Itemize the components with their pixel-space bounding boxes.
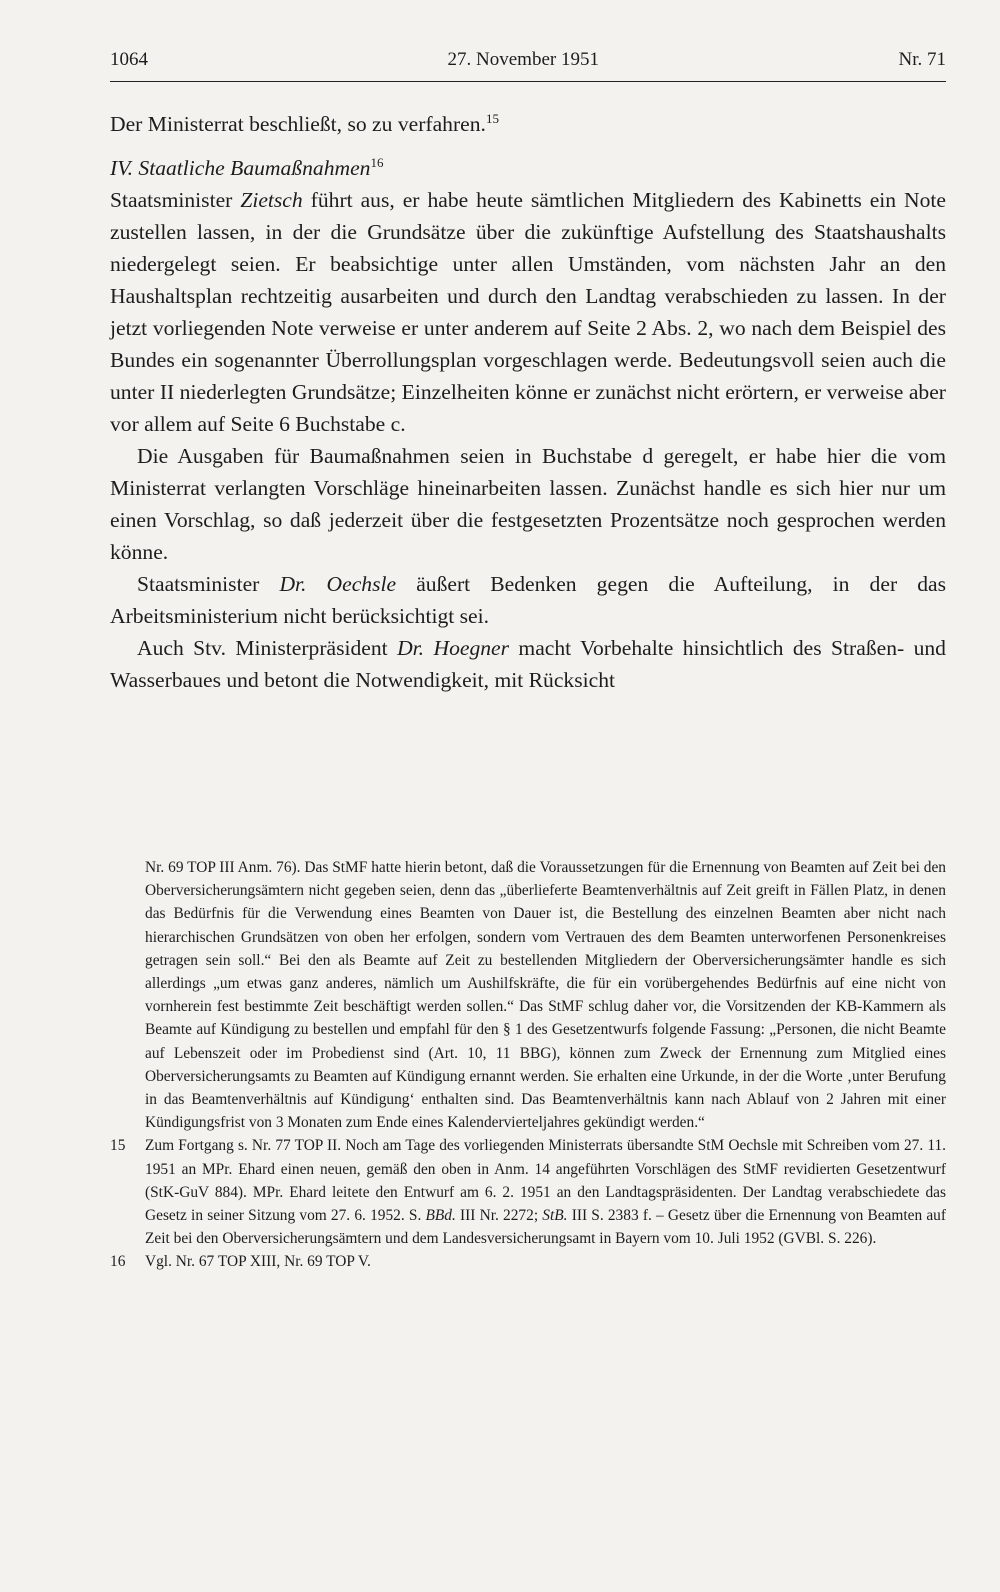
footnote-number: 15 [110,1137,126,1155]
footnote-continuation: Nr. 69 TOP III Anm. 76). Das StMF hatte hierin betont, daß die Voraussetzungen für die Ernennung von Beamten auf Zeit bei den Oberversicherungsämtern nicht gegeben seien, denn das „überlieferte Beamtenverhältnis auf Zeit greift in Fällen Platz, in denen das Bedürfnis für die Verwendung eines Beamten von Dauer ist, die Bestellung des einzelnen Beamten aber nicht nach hierarchischen Grundsätzen von oben her erfolgen, sondern vom Vertrauen des dem Beamten unterworfenen Personenkreises getragen sein soll.“ Bei den als Beamte auf Zeit zu bestellenden Mitgliedern der Oberversicherungsämter handle es sich allerdings „um etwas ganz anderes, nämlich um Aushilfskräfte, die für ein vorübergehendes Bedürfnis auf eine nicht von vornherein fest bestimmte Zeit beschäftigt werden sollen.“ Das StMF schlug daher vor, die Vorsitzenden der KB-Kammern als Beamte auf Kündigung zu bestellen und empfahl für den § 1 des Gesetzentwurfs folgende Fassung: „Personen, die nicht Beamte auf Lebenszeit oder im Probedienst sind (Art. 10, 11 BBG), können zum Zweck der Ernennung zum Mitglied eines Oberversicherungsamts zu Beamten auf Kündigung ernannt werden. Sie erhalten eine Urkunde, in der die Worte ‚unter Berufung in das Beamtenverhältnis auf Kündigung‘ enthalten sind. Das Beamtenverhältnis kann nach Ablauf von 2 Jahren mit einer Kündigungsfrist von 3 Monaten zum Ende eines Kalendervierteljahres gekündigt werden.“ [145,859,946,1132]
speaker-name: Dr. Hoegner [397,636,510,660]
running-header [110,48,946,72]
footnote-16: 16 Vgl. Nr. 67 TOP XIII, Nr. 69 TOP V. [110,1250,946,1273]
speaker-name: Dr. Oechsle [279,572,397,596]
decision-paragraph: Der Ministerrat beschließt, so zu verfahren.$^{15}$ [110,111,499,136]
header-issue: Nr. 71 [898,49,946,70]
header-rule [110,81,946,82]
paragraph-zietsch: Staatsminister Zietsch führt aus, er habe heute sämtlichen Mitgliedern des Kabinetts ein Note zustellen lassen, in der die Grundsätze über die zukünftige Aufstellung des Staatshaushalts niedergelegt seien. Er beabsichtige unter allen Umständen, vom nächsten Jahr an den Haushaltsplan rechtzeitig ausarbeiten und durch den Landtag verabschieden zu lassen. In der jetzt vorliegenden Note verweise er unter anderem auf Seite 2 Abs. 2, wo nach dem Beispiel des Bundes ein sogenannter Überrollungsplan vorgeschlagen werde. Bedeutungsvoll seien auch die unter II niederlegten Grundsätze; Einzelheiten könne er zunächst nicht erörtern, er verweise aber vor allem auf Seite 6 Buchstabe c. [110,188,947,436]
header-date: 27. November 1951 [447,49,599,70]
footnotes [110,856,946,1274]
page-number: 1064 [110,49,148,70]
footnote-ref-15[interactable]: 15 [485,111,499,126]
footnote-number: 16 [110,1253,126,1271]
section-heading: IV. Staatliche Baumaßnahmen$^{16}$ [110,155,384,180]
speaker-name: Zietsch [240,188,303,212]
paragraph-hoegner: Auch Stv. Ministerpräsident Dr. Hoegner macht Vorbehalte hinsichtlich des Straßen- und Wasserbaues und betont die Notwendigkeit, mit Rücksicht [110,636,946,692]
paragraph-oechsle: Staatsminister Dr. Oechsle äußert Bedenken gegen die Aufteilung, in der das Arbeitsministerium nicht berücksichtigt sei. [110,572,947,628]
paragraph-baumassnahmen: Die Ausgaben für Baumaßnahmen seien in Buchstabe d geregelt, er habe hier die vom Ministerrat verlangten Vorschläge hineinarbeiten lassen. Zunächst handle es sich hier nur um einen Vorschlag, so daß jederzeit über die festgesetzten Prozentsätze noch gesprochen werden könne. [110,444,946,564]
main-text [110,108,946,696]
footnote-15: 15 Zum Fortgang s. Nr. 77 TOP II. Noch am Tage des vorliegenden Ministerrats übersandte StM Oechsle mit Schreiben vom 27. 11. 1951 an MPr. Ehard einen neuen, gemäß den oben in Anm. 14 angeführten Vorschlägen des StMF revidierten Gesetzentwurf (StK-GuV 884). MPr. Ehard leitete den Entwurf am 6. 2. 1951 an den Landtagspräsidenten. Der Landtag verabschiedete das Gesetz in seiner Sitzung vom 27. 6. 1952. S. BBd. III Nr. 2272; StB. III S. 2383 f. – Gesetz über die Ernennung von Beamten auf Zeit bei den Oberversicherungsämtern und dem Landesversicherungsamt in Bayern vom 10. Juli 1952 (GVBl. S. 226). [110,1134,946,1250]
footnote-ref-16[interactable]: 16 [370,155,384,170]
